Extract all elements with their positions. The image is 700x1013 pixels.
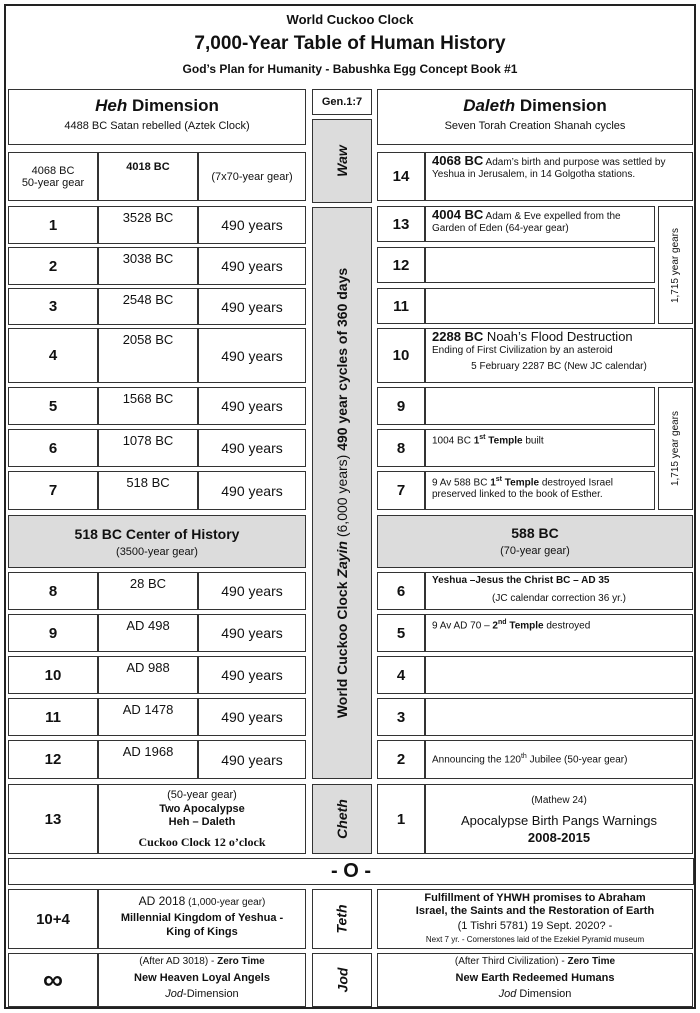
left-row-10plus4-text <box>98 889 306 949</box>
left-row-date-cell <box>98 247 198 285</box>
left-row-date-cell <box>98 698 198 736</box>
right-14-text: Adam’s birth and purpose was settled by Yeshua in Jerusalem, in 14 Golgotha stations. <box>432 157 666 180</box>
right-5-b1: 2 <box>492 620 498 632</box>
right-row-1-text <box>425 784 693 854</box>
right-2-sup: th <box>520 753 527 761</box>
right-row-7-text <box>425 471 655 510</box>
daleth-title-italic: Daleth <box>463 96 516 115</box>
left-104-date: AD 2018 <box>138 894 186 908</box>
right-7-pre: 9 Av 588 BC <box>432 477 491 489</box>
right-10-l2: Ending of First Civilization by an asteroid <box>432 345 613 356</box>
left-row-num: 8 <box>8 572 98 610</box>
left-row-years: 490 years <box>198 288 306 325</box>
zayin-italic: Zayin <box>334 541 350 578</box>
right-center-sub: (70-year gear) <box>500 545 570 557</box>
right-7-b2: Temple <box>502 477 540 489</box>
left-row-num: 3 <box>8 288 98 325</box>
left-top-col2 <box>98 152 198 201</box>
right-row-2-text <box>425 740 693 779</box>
gear-bottom-cell <box>658 387 693 510</box>
right-row-4-num: 4 <box>377 656 425 694</box>
jod-cell <box>312 953 372 1007</box>
right-row-9-num: 9 <box>377 387 425 425</box>
left-row-num: 12 <box>8 740 98 779</box>
right-row-11-num: 11 <box>377 288 425 324</box>
left-row-years: 490 years <box>198 740 306 779</box>
right-8-sup: st <box>479 434 486 441</box>
right-8-post: built <box>522 435 544 447</box>
right-2-post: Jubilee (50-year gear) <box>526 754 628 766</box>
cheth-label: Cheth <box>333 799 350 839</box>
heh-subtitle: 4488 BC Satan rebelled (Aztek Clock) <box>64 120 250 132</box>
left-top-col2-text: 4018 BC <box>126 161 170 173</box>
left-row-date-cell <box>98 429 198 467</box>
left-top-col3: (7x70-year gear) <box>198 152 306 201</box>
left-row-date-cell <box>98 288 198 325</box>
left-row-10plus4-num: 10+4 <box>8 889 98 949</box>
left-row-years: 490 years <box>198 471 306 510</box>
left-row-years: 490 years <box>198 328 306 383</box>
left-row-date: AD 988 <box>126 660 170 675</box>
left-inf-l1: New Heaven Loyal Angels <box>134 972 270 984</box>
center-of-history-sub: (3500-year gear) <box>116 546 198 558</box>
zayin-bold: 490 year cycles of 360 days <box>334 267 350 451</box>
right-10-text: Noah’s Flood Destruction <box>483 329 633 344</box>
right-center-588 <box>377 515 693 568</box>
left-row-13-text <box>98 784 306 854</box>
left-row-date-cell <box>98 740 198 779</box>
right-5-pre: 9 Av AD 70 – <box>432 620 493 632</box>
right-row-13-num: 13 <box>377 206 425 242</box>
right-center-title: 588 BC <box>511 525 559 541</box>
right-13-text: Adam & Eve expelled from the Garden of Eden (64-year gear) <box>432 211 621 234</box>
left-row-years: 490 years <box>198 387 306 425</box>
cheth-cell <box>312 784 372 854</box>
right-row-9-text <box>425 387 655 425</box>
left-row-date-cell <box>98 387 198 425</box>
gear-top-cell <box>658 206 693 324</box>
right-jod-pre: (After Third Civilization) - <box>454 956 568 967</box>
right-row-14-text <box>425 152 693 201</box>
daleth-dimension-header <box>377 89 693 145</box>
left-top-col1: 4068 BC 50-year gear <box>8 152 98 201</box>
right-6-b: Yeshua –Jesus the Christ BC – AD 35 <box>432 575 610 586</box>
left-row-years: 490 years <box>198 206 306 244</box>
left-row-num: 1 <box>8 206 98 244</box>
left-104-gear: (1,000-year gear) <box>185 897 266 908</box>
right-row-3-num: 3 <box>377 698 425 736</box>
right-row-1-num: 1 <box>377 784 425 854</box>
left-row-years: 490 years <box>198 656 306 694</box>
left-row-date: AD 498 <box>126 618 170 633</box>
left-13-gear: (50-year gear) <box>167 789 237 801</box>
right-teth-l1: Fulfillment of YHWH promises to Abraham <box>424 892 646 904</box>
right-row-3-text <box>425 698 693 736</box>
right-7-sup: st <box>495 476 502 483</box>
right-8-b2: Temple <box>485 435 523 447</box>
right-2-pre: Announcing the 120 <box>432 754 521 766</box>
right-14-date: 4068 BC <box>432 153 484 168</box>
left-row-date: AD 1478 <box>122 702 174 717</box>
right-row-13-text <box>425 206 655 242</box>
right-row-4-text <box>425 656 693 694</box>
left-row-years: 490 years <box>198 698 306 736</box>
zayin-cell <box>312 207 372 779</box>
zayin-mid: (6,000 years) <box>334 450 350 542</box>
left-104-l2: King of Kings <box>166 926 238 938</box>
right-row-14-num: 14 <box>377 152 425 201</box>
center-of-history-title: 518 BC Center of History <box>74 526 240 542</box>
right-5-b2: Temple <box>506 620 544 632</box>
right-8-pre: 1004 BC <box>432 435 474 447</box>
left-row-date: 1078 BC <box>122 433 174 448</box>
left-row-date-cell <box>98 206 198 244</box>
left-row-infinity-num: ∞ <box>8 953 98 1007</box>
right-row-10-num: 10 <box>377 328 425 383</box>
left-row-date-cell <box>98 572 198 610</box>
right-5-post: destroyed <box>543 620 591 632</box>
right-jod-l2b: Dimension <box>516 988 572 1000</box>
right-10-l3: 5 February 2287 BC (New JC calendar) <box>471 361 647 372</box>
page-subtitle: God’s Plan for Humanity - Babushka Egg Concept Book #1 <box>182 62 518 76</box>
heh-dimension-header <box>8 89 306 145</box>
right-teth-l3: (1 Tishri 5781) 19 Sept. 2020? - <box>457 920 613 932</box>
daleth-title-rest: Dimension <box>515 96 607 115</box>
right-row-12-text <box>425 247 655 283</box>
right-13-date: 4004 BC <box>432 207 484 222</box>
teth-label: Teth <box>333 904 350 934</box>
right-row-10-text <box>425 328 693 383</box>
left-row-years: 490 years <box>198 572 306 610</box>
right-6-l2: (JC calendar correction 36 yr.) <box>492 593 626 604</box>
right-jod-text <box>377 953 693 1007</box>
zero-row: - O - <box>8 858 694 885</box>
left-row-date-cell <box>98 471 198 510</box>
waw-cell <box>312 119 372 203</box>
right-jod-zt: Zero Time <box>567 956 616 967</box>
left-row-years: 490 years <box>198 614 306 652</box>
zayin-pre: World Cuckoo Clock <box>334 577 350 719</box>
left-inf-pre: (After AD 3018) - <box>139 956 218 967</box>
left-row-num: 11 <box>8 698 98 736</box>
heh-title-italic: Heh <box>95 96 128 115</box>
left-row-date-cell <box>98 328 198 383</box>
right-row-2-num: 2 <box>377 740 425 779</box>
left-row-date: AD 1968 <box>122 744 174 759</box>
right-jod-l2a: Jod <box>498 988 517 1000</box>
right-row-5-text <box>425 614 693 652</box>
right-row-12-num: 12 <box>377 247 425 283</box>
left-row-date: 2058 BC <box>122 332 174 347</box>
left-13-l3: Cuckoo Clock 12 o’clock <box>138 835 266 849</box>
teth-cell <box>312 889 372 949</box>
right-1-l3: 2008-2015 <box>527 830 591 845</box>
right-teth-text <box>377 889 693 949</box>
left-inf-l2a: Jod <box>165 988 184 1000</box>
right-row-8-num: 8 <box>377 429 425 467</box>
left-row-date: 1568 BC <box>122 391 174 406</box>
gear-top-label: 1,715 year gears <box>670 227 681 303</box>
left-104-l1: Millennial Kingdom of Yeshua - <box>120 912 284 924</box>
right-row-8-text <box>425 429 655 467</box>
left-13-l2: Heh – Daleth <box>168 816 236 828</box>
left-row-date: 28 BC <box>129 576 167 591</box>
daleth-subtitle: Seven Torah Creation Shanah cycles <box>444 120 626 132</box>
left-row-date: 2548 BC <box>122 292 174 307</box>
left-row-years: 490 years <box>198 429 306 467</box>
right-row-6-text <box>425 572 693 610</box>
right-jod-l1: New Earth Redeemed Humans <box>455 972 615 984</box>
left-row-num: 4 <box>8 328 98 383</box>
right-teth-l2: Israel, the Saints and the Restoration of Earth <box>415 905 655 917</box>
left-row-num: 9 <box>8 614 98 652</box>
left-13-l1: Two Apocalypse <box>159 803 245 815</box>
right-10-date: 2288 BC <box>432 329 484 344</box>
gen-label: Gen.1:7 <box>312 89 372 115</box>
right-row-7-num: 7 <box>377 471 425 510</box>
right-teth-l4: Next 7 yr. - Cornerstones laid of the Ezekiel Pyramid museum <box>425 935 645 944</box>
left-row-num: 2 <box>8 247 98 285</box>
left-row-date: 3038 BC <box>122 251 174 266</box>
left-inf-zt: Zero Time <box>217 956 265 967</box>
left-row-infinity-text <box>98 953 306 1007</box>
center-of-history <box>8 515 306 568</box>
right-row-6-num: 6 <box>377 572 425 610</box>
page-title: 7,000-Year Table of Human History <box>194 33 506 54</box>
right-8-b1: 1 <box>473 435 480 447</box>
waw-label: Waw <box>333 145 350 177</box>
left-row-num: 10 <box>8 656 98 694</box>
left-row-num: 6 <box>8 429 98 467</box>
right-1-l1: (Mathew 24) <box>531 795 587 806</box>
right-7-post: destroyed Israel preserved linked to the book of Esther. <box>432 477 613 501</box>
left-row-years: 490 years <box>198 247 306 285</box>
jod-label: Jod <box>333 967 350 993</box>
right-row-5-num: 5 <box>377 614 425 652</box>
left-row-date: 518 BC <box>126 475 170 490</box>
right-1-l2: Apocalypse Birth Pangs Warnings <box>460 813 658 828</box>
left-row-date-cell <box>98 656 198 694</box>
right-row-11-text <box>425 288 655 324</box>
left-row-num: 5 <box>8 387 98 425</box>
right-7-b1: 1 <box>490 477 496 489</box>
left-row-num: 7 <box>8 471 98 510</box>
left-inf-l2b: -Dimension <box>183 988 239 1000</box>
left-row-13-num: 13 <box>8 784 98 854</box>
right-5-sup: nd <box>497 619 507 626</box>
left-row-date: 3528 BC <box>122 210 174 225</box>
left-row-date-cell <box>98 614 198 652</box>
header-line1: World Cuckoo Clock <box>286 12 414 27</box>
gear-bottom-label: 1,715 year gears <box>670 410 681 487</box>
heh-title-rest: Dimension <box>127 96 219 115</box>
